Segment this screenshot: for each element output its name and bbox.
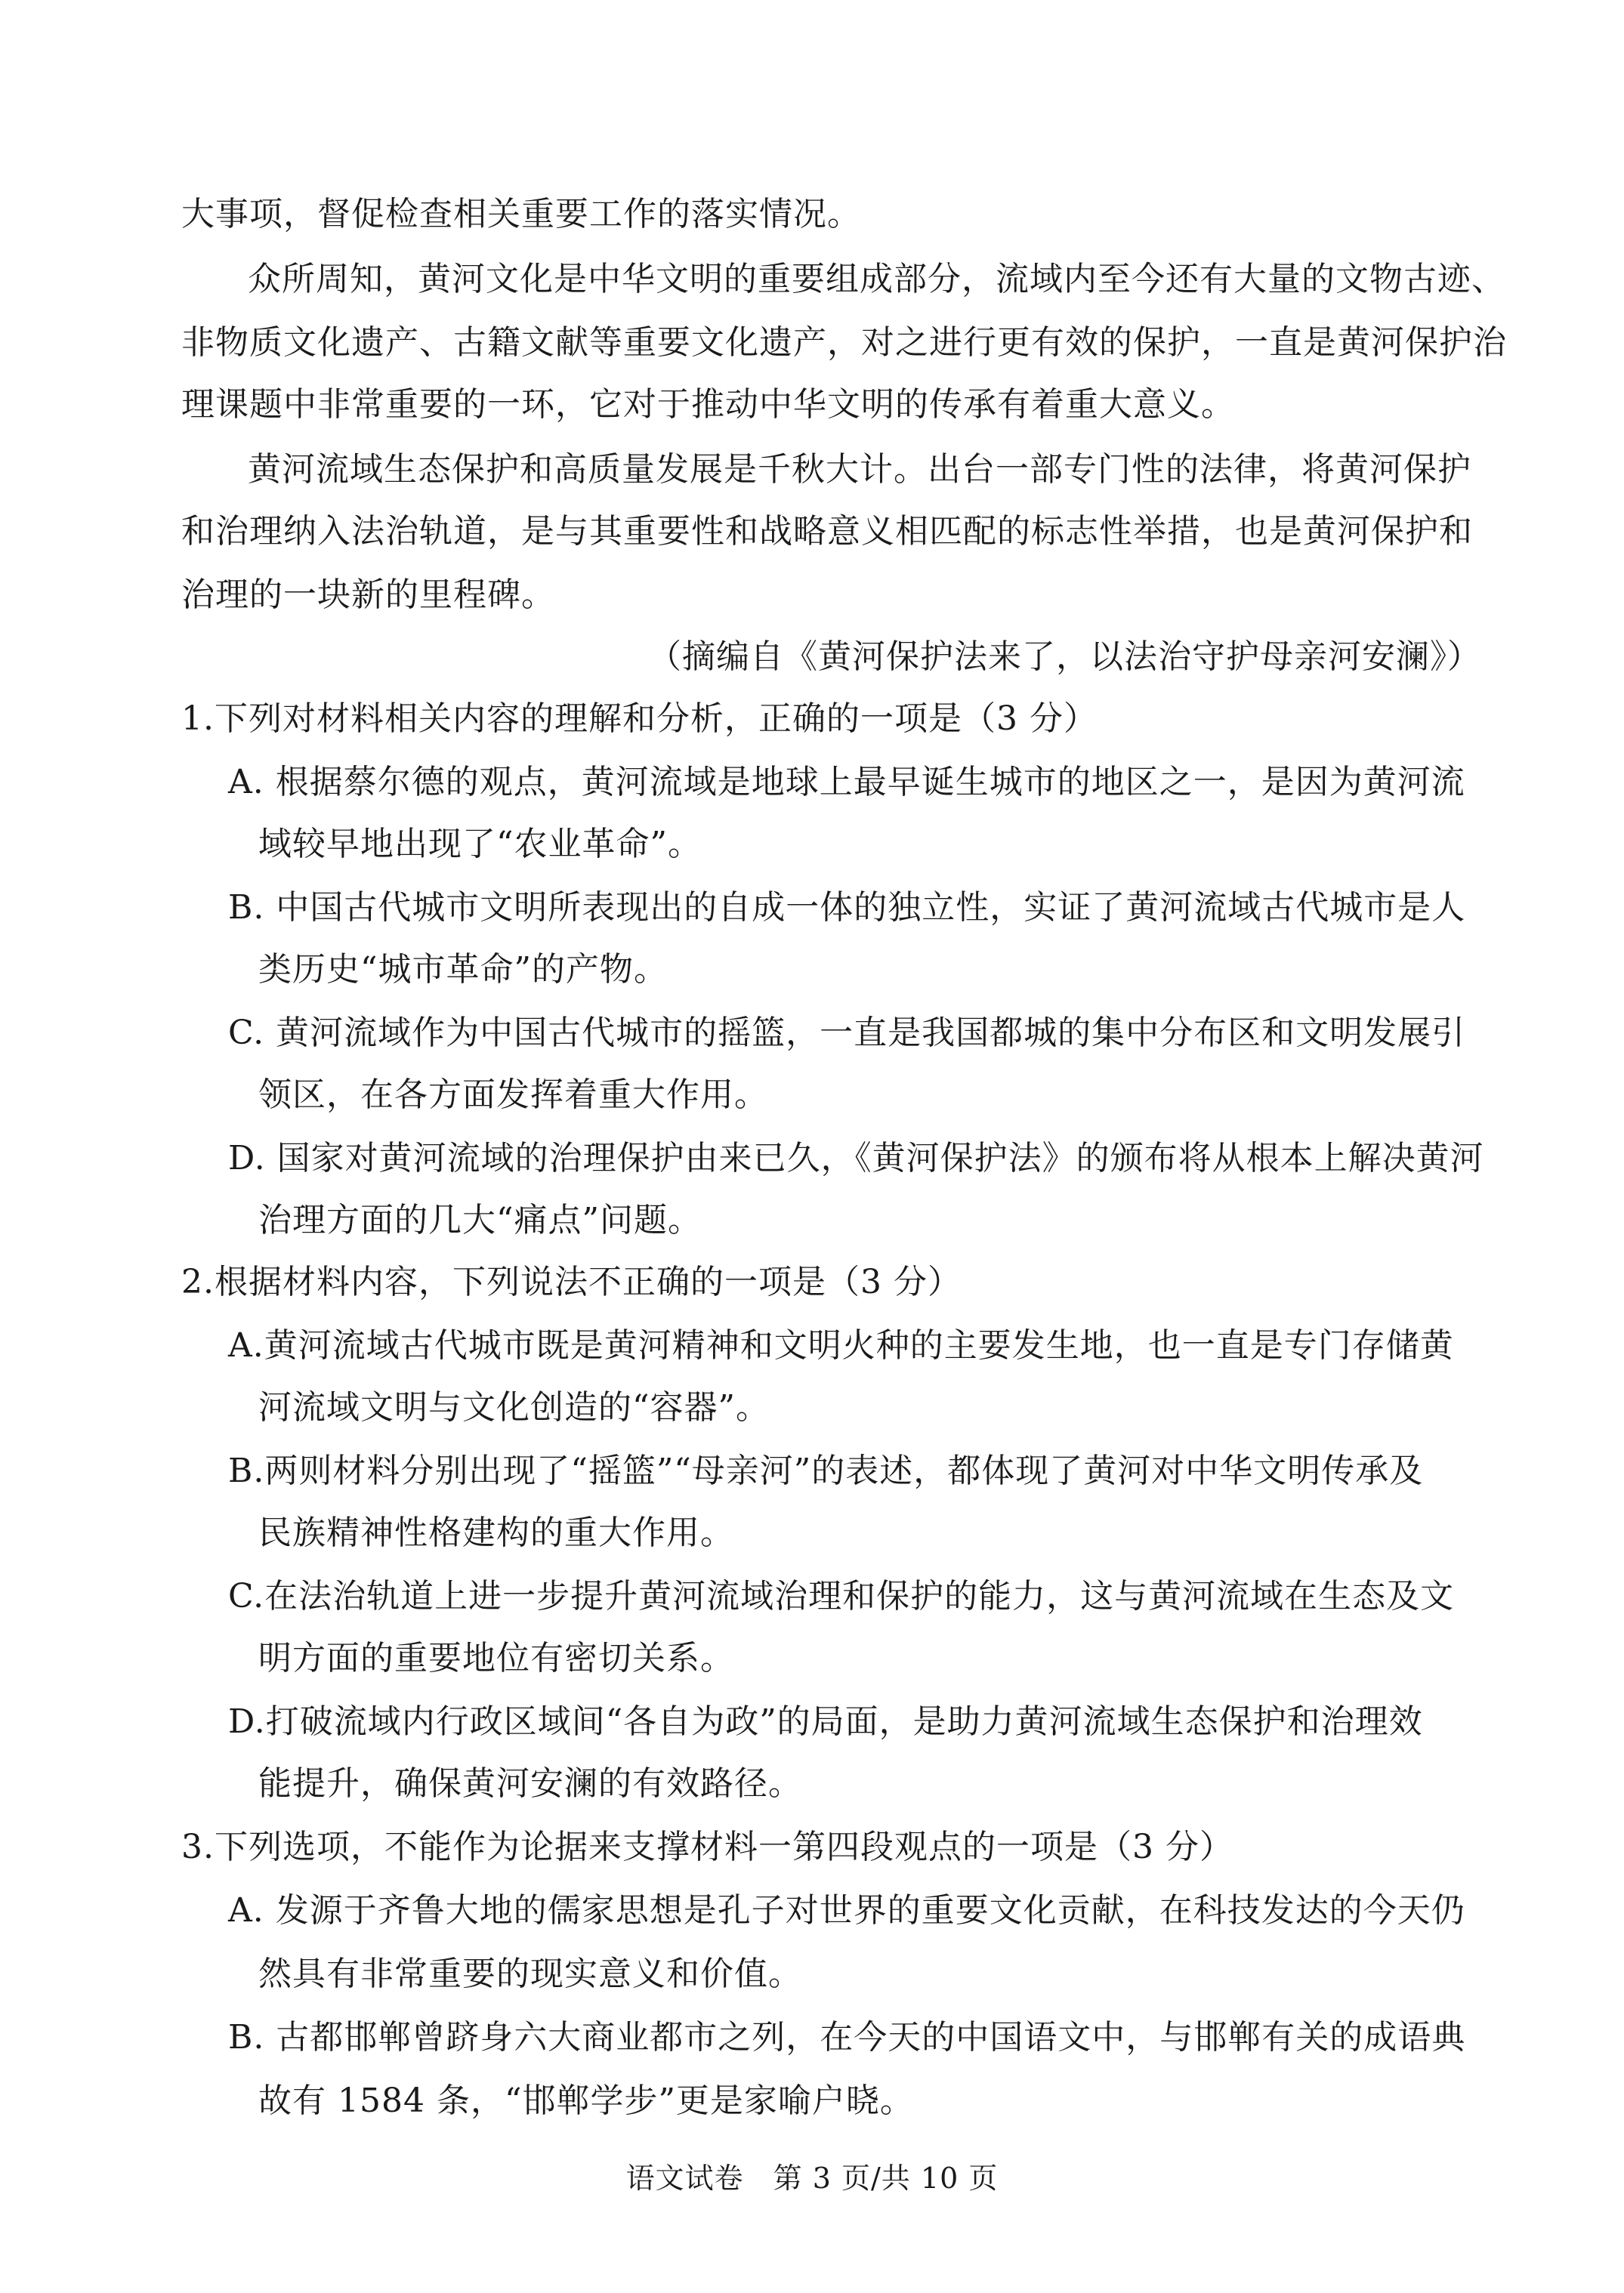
option-line: C.在法治轨道上进一步提升黄河流域治理和保护的能力，这与黄河流域在生态及文	[228, 1577, 1455, 1616]
option-line: D. 国家对黄河流域的治理保护由来已久，《黄河保护法》的颁布将从根本上解决黄河	[228, 1139, 1484, 1177]
passage-line: 理课题中非常重要的一环，它对于推动中华文明的传承有着重大意义。	[181, 385, 1235, 424]
option-line: 域较早地出现了“农业革命”。	[258, 825, 702, 863]
passage-line: 黄河流域生态保护和高质量发展是千秋大计。出台一部专门性的法律，将黄河保护	[248, 450, 1471, 489]
option-line: A.黄河流域古代城市既是黄河精神和文明火种的主要发生地，也一直是专门存储黄	[228, 1326, 1454, 1365]
option-line: 然具有非常重要的现实意义和价值。	[258, 1955, 802, 1993]
question-stem: 2.根据材料内容，下列说法不正确的一项是（3 分）	[181, 1263, 962, 1301]
option-line: B. 古都邯郸曾跻身六大商业都市之列，在今天的中国语文中，与邯郸有关的成语典	[228, 2018, 1466, 2057]
option-line: 领区，在各方面发挥着重大作用。	[258, 1076, 768, 1114]
option-line: 能提升，确保黄河安澜的有效路径。	[258, 1764, 802, 1803]
option-line: C. 黄河流域作为中国古代城市的摇篮，一直是我国都城的集中分布区和文明发展引	[228, 1014, 1466, 1052]
option-line: 明方面的重要地位有密切关系。	[258, 1639, 734, 1677]
option-line: 民族精神性格建构的重大作用。	[258, 1514, 734, 1552]
passage-line: 非物质文化遗产、古籍文献等重要文化遗产，对之进行更有效的保护，一直是黄河保护治	[181, 323, 1507, 362]
option-line: B.两则材料分别出现了“摇篮”“母亲河”的表述，都体现了黄河对中华文明传承及	[228, 1452, 1424, 1490]
option-line: 河流域文明与文化创造的“容器”。	[258, 1388, 770, 1427]
option-line: D.打破流域内行政区域间“各自为政”的局面，是助力黄河流域生态保护和治理效	[228, 1702, 1423, 1741]
page-footer: 语文试卷 第 3 页/共 10 页	[625, 2162, 999, 2195]
passage-line: 治理的一块新的里程碑。	[181, 576, 555, 614]
option-line: A. 发源于齐鲁大地的儒家思想是孔子对世界的重要文化贡献，在科技发达的今天仍	[228, 1891, 1465, 1930]
option-line: B. 中国古代城市文明所表现出的自成一体的独立性，实证了黄河流域古代城市是人	[228, 888, 1466, 927]
option-line: A. 根据蔡尔德的观点，黄河流域是地球上最早诞生城市的地区之一，是因为黄河流	[228, 763, 1465, 801]
passage-source: （摘编自《黄河保护法来了，以法治守护母亲河安澜》）	[648, 637, 1481, 676]
option-line: 治理方面的几大“痛点”问题。	[258, 1201, 702, 1239]
passage-line: 大事项，督促检查相关重要工作的落实情况。	[181, 195, 861, 233]
option-line: 类历史“城市革命”的产物。	[258, 950, 668, 989]
question-stem: 1.下列对材料相关内容的理解和分析，正确的一项是（3 分）	[181, 699, 1098, 738]
question-stem: 3.下列选项，不能作为论据来支撑材料一第四段观点的一项是（3 分）	[181, 1828, 1233, 1866]
option-line: 故有 1584 条，“邯郸学步”更是家喻户晓。	[258, 2082, 914, 2120]
passage-line: 众所周知，黄河文化是中华文明的重要组成部分，流域内至今还有大量的文物古迹、	[248, 260, 1505, 298]
passage-line: 和治理纳入法治轨道，是与其重要性和战略意义相匹配的标志性举措，也是黄河保护和	[181, 512, 1473, 551]
